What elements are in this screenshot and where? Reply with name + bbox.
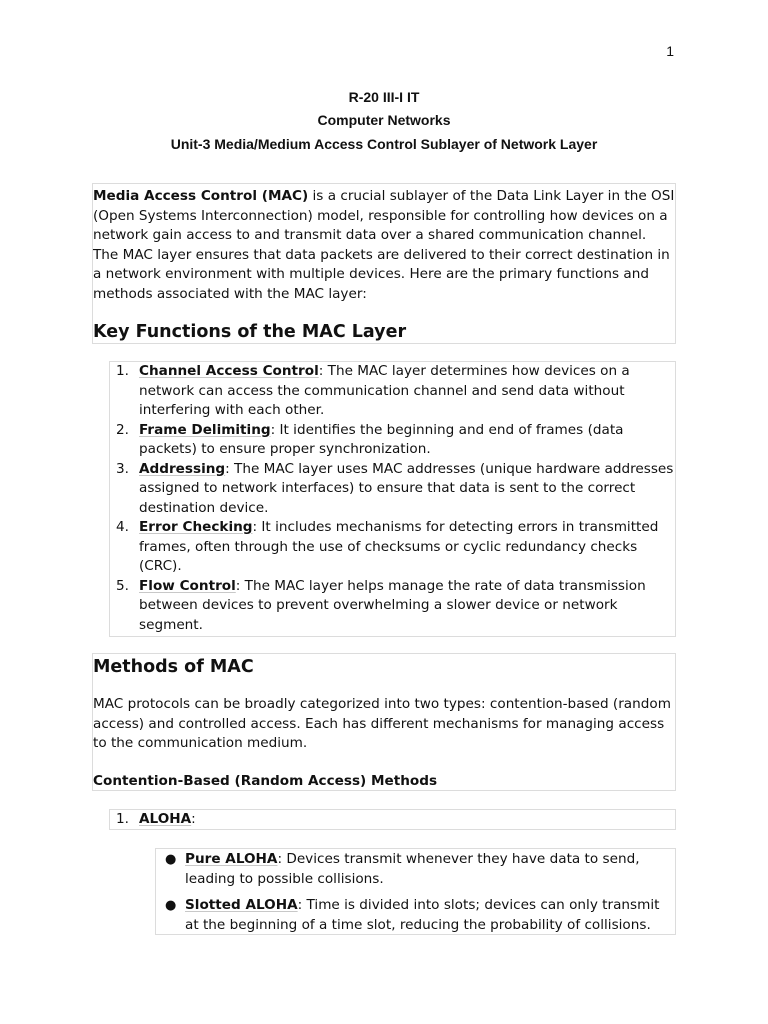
header-subject: Computer Networks (317, 112, 451, 128)
intro-paragraph (93, 187, 675, 304)
intro-section (92, 183, 676, 344)
bullet-item (156, 896, 675, 935)
list-item (110, 577, 675, 636)
item-text: : The MAC layer determines how devices on a network can access the communication channel and send data without interfering with each other. (139, 363, 630, 418)
list-number: 2. (116, 421, 129, 438)
header-unit-title: Unit-3 Media/Medium Access Control Sublayer of Network Layer (170, 136, 598, 152)
intro-text: is a crucial sublayer of the Data Link Layer in the OSI (Open Systems Interconnection) model, responsible for controlling how devices on a network gain access to and transmit data over a shared communication channel. The MAC layer ensures that data packets are delivered to their correct destination in a network environment with multiple devices. Here are the primary functions and methods associated with the MAC layer: (93, 188, 675, 302)
aloha-title: ALOHA (139, 811, 192, 827)
intro-term: Media Access Control (MAC) (93, 188, 309, 204)
list-item (110, 518, 675, 577)
aloha-bullets (155, 848, 676, 935)
item-text: : The MAC layer uses MAC addresses (unique hardware addresses assigned to network interfaces) to ensure that data is sent to the correct destination device. (139, 460, 674, 516)
item-text: : It includes mechanisms for detecting errors in transmitted frames, often through the use of checksums or cyclic redundancy checks (CRC). (139, 519, 659, 574)
bullet-title: Slotted ALOHA (185, 897, 298, 913)
list-number: 1. (116, 811, 129, 827)
header-course-code: R-20 III-I IT (348, 89, 420, 105)
methods-paragraph: MAC protocols can be broadly categorized into two types: contention-based (random access) and controlled access. Each has different mechanisms for managing access to the communication medium. (93, 696, 671, 751)
key-functions-heading: Key Functions of the MAC Layer (93, 322, 407, 342)
bullet-text: : Devices transmit whenever they have data to send, leading to possible collisions. (185, 851, 640, 887)
list-number: 3. (116, 460, 129, 477)
bullet-item (156, 850, 675, 889)
methods-heading: Methods of MAC (93, 657, 254, 677)
list-item (110, 362, 675, 421)
list-number: 5. (116, 577, 129, 594)
contention-heading: Contention-Based (Random Access) Methods (93, 773, 438, 789)
aloha-suffix: : (191, 811, 196, 827)
item-title: Frame Delimiting (139, 421, 271, 438)
item-title: Flow Control (139, 577, 236, 594)
list-number: 4. (116, 519, 129, 535)
page-number: 1 (666, 43, 674, 59)
methods-section (92, 653, 676, 791)
aloha-list (109, 809, 676, 830)
item-text: : It identifies the beginning and end of frames (data packets) to ensure proper synchronization. (139, 421, 624, 457)
list-number: 1. (116, 363, 129, 379)
item-text: : The MAC layer helps manage the rate of data transmission between devices to prevent overwhelming a slower device or network segment. (139, 577, 646, 633)
item-title: Addressing (139, 460, 226, 477)
list-item (110, 460, 675, 519)
list-item (110, 421, 675, 460)
bullet-title: Pure ALOHA (185, 851, 278, 867)
bullet-icon: ● (165, 852, 177, 867)
item-title: Channel Access Control (139, 363, 319, 379)
bullet-icon: ● (165, 898, 177, 913)
bullet-text: : Time is divided into slots; devices can only transmit at the beginning of a time slot, reducing the probability of collisions. (185, 897, 660, 933)
list-item (110, 810, 196, 830)
key-functions-list (109, 361, 676, 637)
item-title: Error Checking (139, 519, 253, 535)
